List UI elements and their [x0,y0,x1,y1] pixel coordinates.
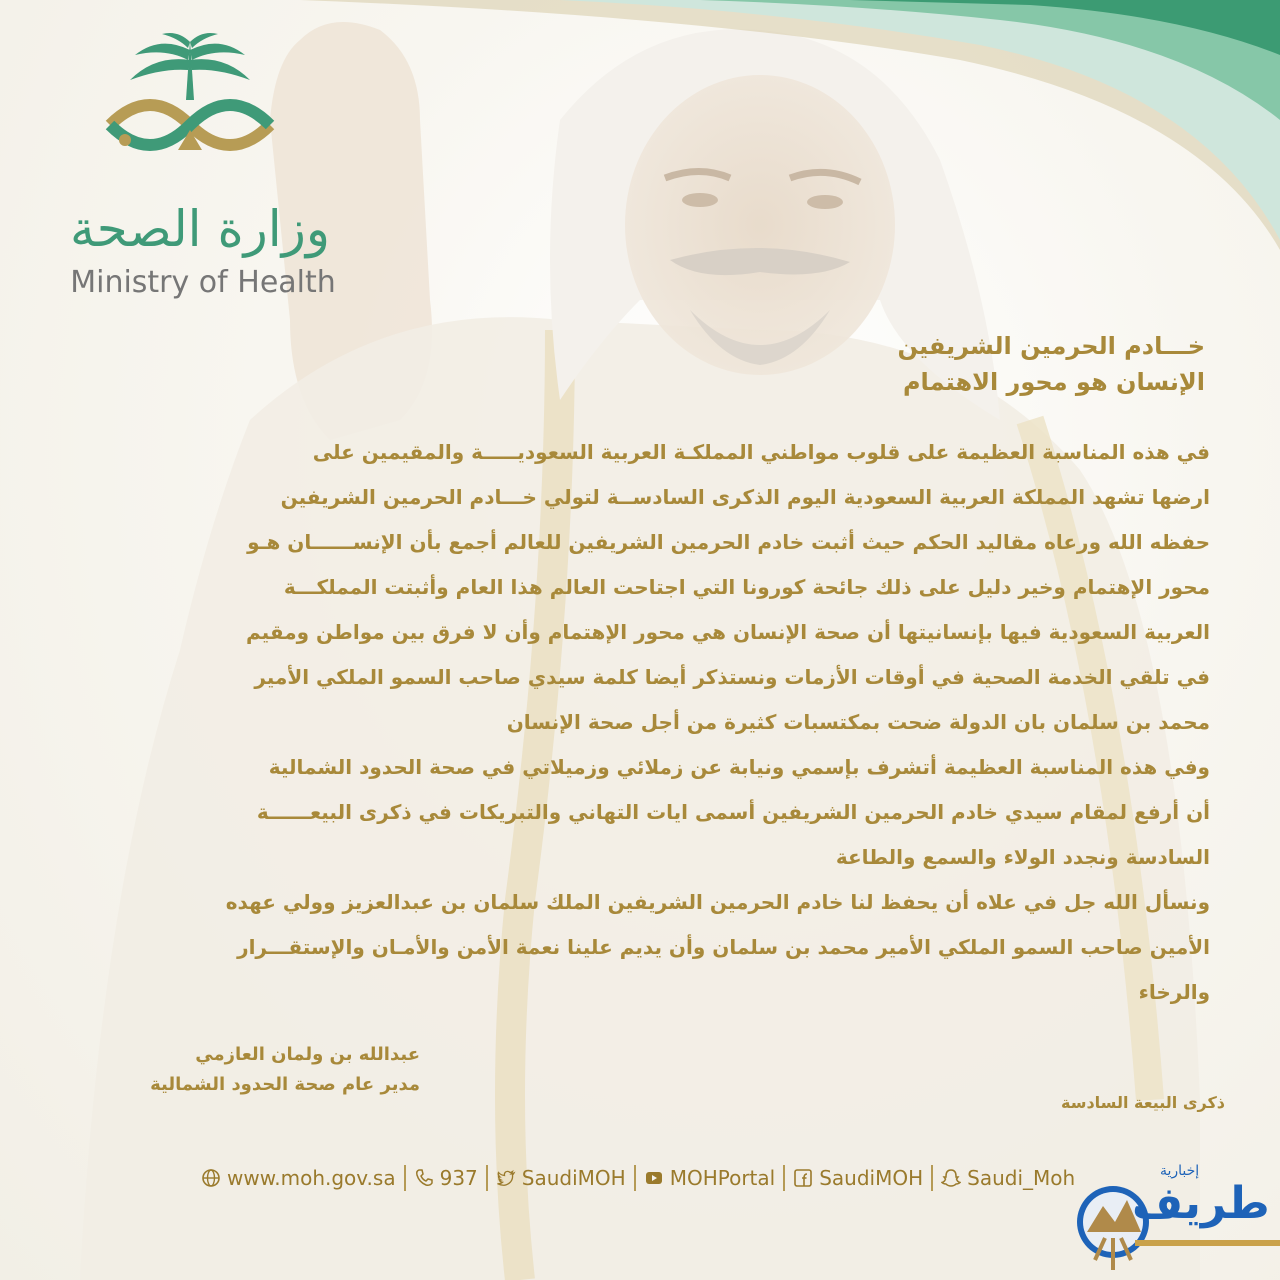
footer-youtube[interactable] [638,1166,782,1190]
youtube-text: MOHPortal [669,1166,776,1190]
phone-icon [414,1168,434,1188]
body-line: في تلقي الخدمة الصحية في أوقات الأزمات ونستذكر أيضا كلمة سيدي صاحب السمو الملكي الأمير [254,665,1210,689]
footer-divider [634,1165,636,1191]
footer-website[interactable] [195,1166,402,1190]
footer-phone[interactable] [408,1166,484,1190]
body-line: العربية السعودية فيها بإنسانيتها أن صحة الإنسان هي محور الإهتمام وأن لا فرق بين مواطن ومقيم [245,620,1210,644]
phone-text: 937 [439,1166,478,1190]
footer-divider [404,1165,406,1191]
headline-line-1: خـــادم الحرمين الشريفين [897,332,1205,360]
twitter-icon [496,1168,516,1188]
palm-emblem-icon [90,30,290,165]
youtube-icon [644,1168,664,1188]
body-line: محور الإهتمام وخير دليل على ذلك جائحة كورونا التي اجتاحت العالم هذا العام وأثبتت المملكـــة [283,575,1210,599]
watermark-subtitle: إخبارية [1160,1163,1200,1179]
body-line: والرخاء [1138,980,1210,1004]
twitter-text: SaudiMOH [521,1166,626,1190]
website-text: www.moh.gov.sa [227,1166,396,1190]
headline [897,328,1205,400]
snapchat-icon [941,1168,961,1188]
footer-divider [931,1165,933,1191]
footer-facebook[interactable] [787,1166,929,1190]
watermark-name: طريف [1132,1178,1270,1229]
body-line: أن أرفع لمقام سيدي خادم الحرمين الشريفين أسمى ايات التهاني والتبريكات في ذكرى البيعــــــة [256,800,1210,824]
body-line: حفظه الله ورعاه مقاليد الحكم حيث أثبت خادم الحرمين الشريفين للعالم أجمع بأن الإنســــــان هـو [247,530,1210,554]
message-body [80,430,1210,1015]
body-line: السادسة ونجدد الولاء والسمع والطاعة [835,845,1210,869]
body-line: الأمين صاحب السمو الملكي الأمير محمد بن سلمان وأن يديم علينا نعمة الأمن والأمـان والإستقـــرار [237,935,1210,959]
facebook-icon [793,1168,813,1188]
occasion-label: ذكرى البيعة السادسة [1061,1093,1225,1112]
body-line: ونسأل الله جل في علاه أن يحفظ لنا خادم الحرمين الشريفين الملك سلمان بن عبدالعزيز وولي عهده [225,890,1210,914]
footer-snapchat[interactable] [935,1166,1081,1190]
globe-icon [201,1168,221,1188]
body-line: في هذه المناسبة العظيمة على قلوب مواطني المملكـة العربية السعوديـــــة والمقيمين على [312,440,1210,464]
signatory-name: عبدالله بن ولمان العازمي [195,1044,420,1065]
body-line: محمد بن سلمان بان الدولة ضحت بمكتسبات كثيرة من أجل صحة الإنسان [506,710,1210,734]
footer-divider [486,1165,488,1191]
facebook-text: SaudiMOH [819,1166,924,1190]
contact-footer [195,1162,1081,1194]
signature-block [90,1040,420,1100]
body-line: ارضها تشهد المملكة العربية السعودية اليوم الذكرى السادســة لتولي خـــادم الحرمين الشريفين [280,485,1210,509]
ministry-name-arabic: وزارة الصحة [70,200,330,258]
ministry-logo [40,30,340,300]
signatory-title: مدير عام صحة الحدود الشمالية [150,1074,420,1095]
footer-twitter[interactable] [490,1166,632,1190]
snapchat-text: Saudi_Moh [967,1166,1076,1190]
footer-divider [783,1165,785,1191]
body-line: وفي هذه المناسبة العظيمة أتشرف بإسمي ونيابة عن زملائي وزميلاتي في صحة الحدود الشمالية [268,755,1210,779]
headline-line-2: الإنسان هو محور الاهتمام [902,368,1205,396]
ministry-name-english: Ministry of Health [70,265,336,300]
